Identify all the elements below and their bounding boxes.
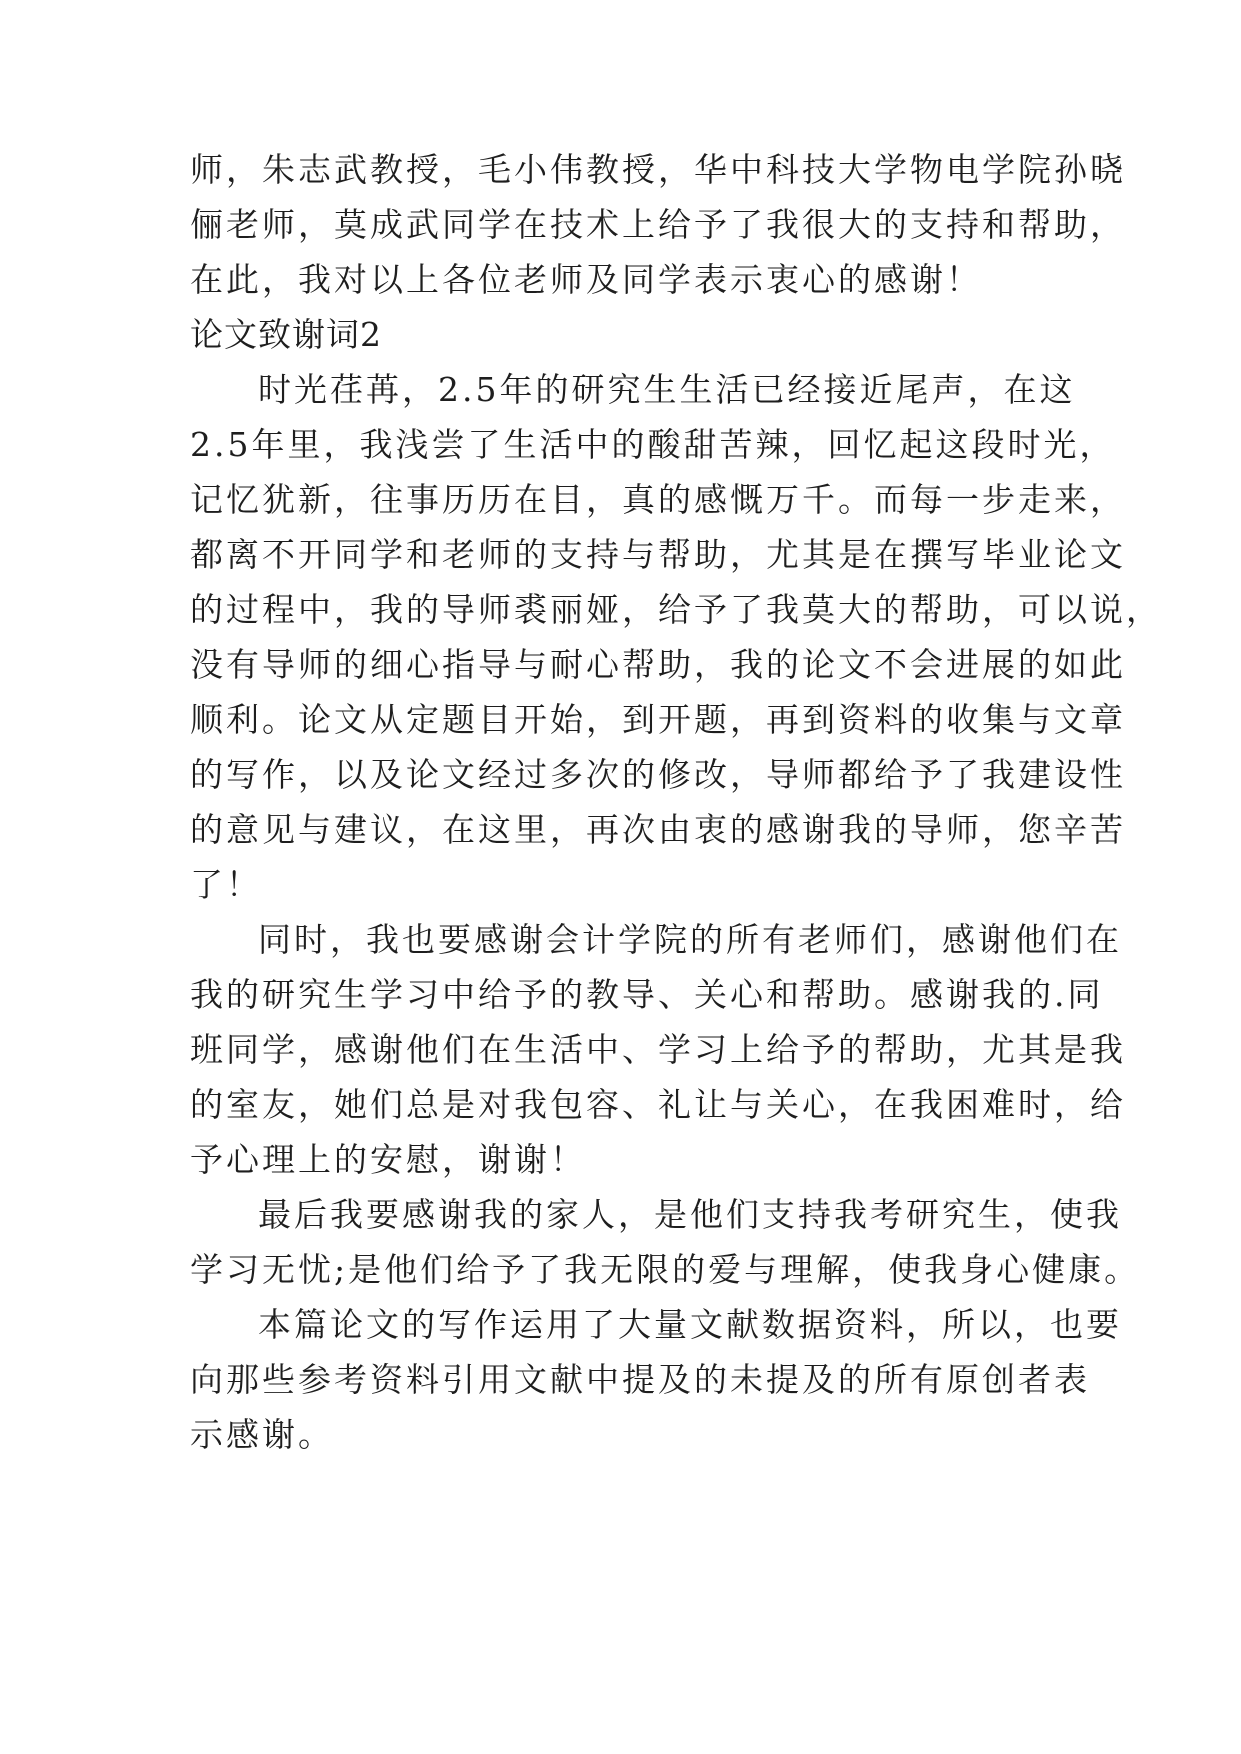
text-line: 在此，我对以上各位老师及同学表示衷心的感谢！ bbox=[190, 260, 982, 299]
text-line: 学习无忧;是他们给予了我无限的爱与理解，使我身心健康。 bbox=[190, 1250, 1141, 1289]
text-line: 我的研究生学习中给予的教导、关心和帮助。感谢我的.同 bbox=[190, 975, 1104, 1014]
text-line: 最后我要感谢我的家人，是他们支持我考研究生，使我 bbox=[258, 1195, 1122, 1234]
text-line: 班同学，感谢他们在生活中、学习上给予的帮助，尤其是我 bbox=[190, 1030, 1126, 1069]
text-line: 俪老师，莫成武同学在技术上给予了我很大的支持和帮助， bbox=[190, 205, 1126, 244]
text-line: 予心理上的安慰，谢谢！ bbox=[190, 1140, 586, 1179]
text-line: 的过程中，我的导师裘丽娅，给予了我莫大的帮助，可以说， bbox=[190, 590, 1162, 629]
text-line: 顺利。论文从定题目开始，到开题，再到资料的收集与文章 bbox=[190, 700, 1126, 739]
text-line: 示感谢。 bbox=[190, 1415, 334, 1454]
text-line: 了！ bbox=[190, 865, 262, 904]
text-line: 2.5年里，我浅尝了生活中的酸甜苦辣，回忆起这段时光， bbox=[190, 425, 1116, 464]
text-line: 时光荏苒，2.5年的研究生生活已经接近尾声，在这 bbox=[258, 370, 1076, 409]
text-line: 的写作，以及论文经过多次的修改，导师都给予了我建设性 bbox=[190, 755, 1126, 794]
text-line: 同时，我也要感谢会计学院的所有老师们，感谢他们在 bbox=[258, 920, 1122, 959]
text-line: 都离不开同学和老师的支持与帮助，尤其是在撰写毕业论文 bbox=[190, 535, 1126, 574]
text-line: 向那些参考资料引用文献中提及的未提及的所有原创者表 bbox=[190, 1360, 1090, 1399]
text-line: 的意见与建议，在这里，再次由衷的感谢我的导师，您辛苦 bbox=[190, 810, 1126, 849]
text-line: 师，朱志武教授，毛小伟教授，华中科技大学物电学院孙晓 bbox=[190, 150, 1126, 189]
section-heading: 论文致谢词2 bbox=[190, 315, 382, 354]
text-line: 本篇论文的写作运用了大量文献数据资料，所以，也要 bbox=[258, 1305, 1122, 1344]
text-line: 记忆犹新，往事历历在目，真的感慨万千。而每一步走来， bbox=[190, 480, 1126, 519]
text-line: 的室友，她们总是对我包容、礼让与关心，在我困难时，给 bbox=[190, 1085, 1126, 1124]
text-line: 没有导师的细心指导与耐心帮助，我的论文不会进展的如此 bbox=[190, 645, 1126, 684]
